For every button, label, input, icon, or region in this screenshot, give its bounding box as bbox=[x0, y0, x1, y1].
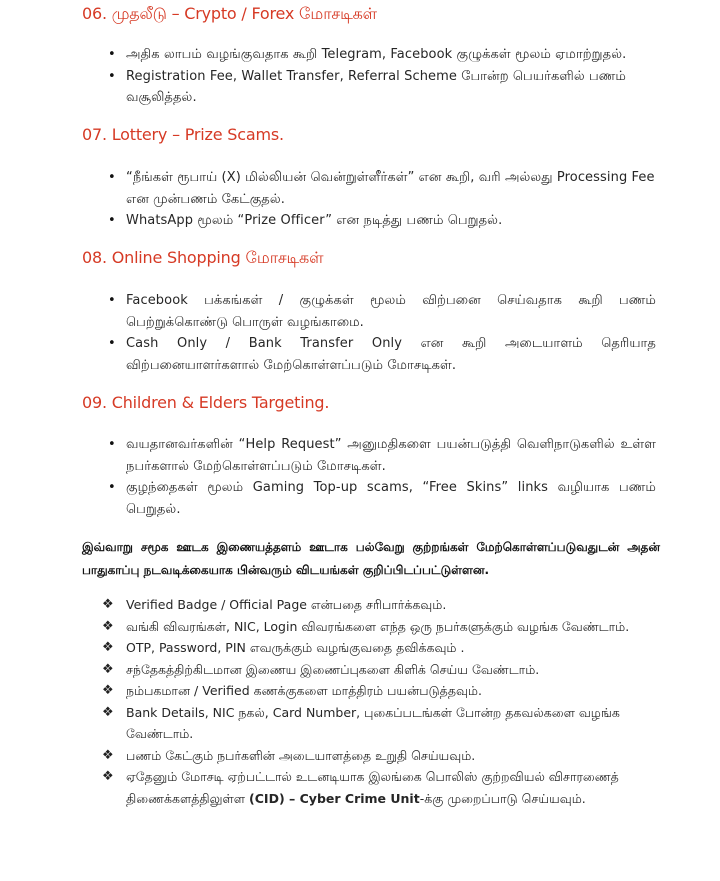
bullet-dot-icon: • bbox=[108, 47, 116, 62]
list-item-text: குழந்தைகள் மூலம் Gaming Top-up scams, “Free Skins” links வழியாக பணம் பெறுதல். bbox=[126, 480, 656, 517]
diamond-bullet-icon: ❖ bbox=[102, 683, 114, 698]
cid-unit-label: (CID) – Cyber Crime Unit bbox=[249, 790, 420, 806]
tip-text bbox=[126, 766, 658, 809]
tip-item bbox=[0, 745, 658, 767]
tip-text: சந்தேகத்திற்கிடமான இணைய இணைப்புகளை கிளிக் செய்ய வேண்டாம். bbox=[126, 661, 540, 677]
section-07-list bbox=[0, 167, 656, 232]
section-09-list bbox=[0, 434, 656, 520]
section-08-list bbox=[0, 290, 656, 376]
bullet-dot-icon: • bbox=[108, 170, 116, 185]
list-item bbox=[0, 290, 656, 333]
section-09-heading: 09. Children & Elders Targeting. bbox=[82, 393, 330, 412]
section-06-list bbox=[0, 44, 656, 109]
tip-text: Bank Details, NIC நகல், Card Number, புகைப்படங்கள் போன்ற தகவல்களை வழங்க வேண்டாம். bbox=[126, 704, 620, 741]
diamond-bullet-icon: ❖ bbox=[102, 597, 114, 612]
tip-text: Verified Badge / Official Page என்பதை சரிபார்க்கவும். bbox=[126, 597, 447, 612]
summary-paragraph: இவ்வாறு சமூக ஊடக இணையத்தளம் ஊடாக பல்வேறு குற்றங்கள் மேற்கொள்ளப்படுவதுடன் அதன் பாதுகாப்பு நடவடிக்கையாக பின்வரும் விடயங்கள் குறிப்பிடப்பட்டுள்ளன. bbox=[82, 540, 660, 577]
bullet-dot-icon: • bbox=[108, 213, 116, 228]
tip-item bbox=[0, 659, 658, 681]
list-item bbox=[0, 210, 656, 232]
list-item-text: அதிக லாபம் வழங்குவதாக கூறி Telegram, Facebook குழுக்கள் மூலம் ஏமாற்றுதல். bbox=[126, 47, 627, 62]
list-item-text: Registration Fee, Wallet Transfer, Referral Scheme போன்ற பெயர்களில் பணம் வசூலித்தல். bbox=[126, 68, 626, 105]
list-item-text: WhatsApp மூலம் “Prize Officer” என நடித்து பணம் பெறுதல். bbox=[126, 213, 503, 228]
tip-text: OTP, Password, PIN எவருக்கும் வழங்குவதை தவிக்கவும் . bbox=[126, 640, 465, 655]
tip-text: பணம் கேட்கும் நபர்களின் அடையாளத்தை உறுதி செய்யவும். bbox=[126, 747, 476, 763]
diamond-bullet-icon: ❖ bbox=[102, 640, 114, 655]
tip-text-part: -க்கு முறைப்பாடு செய்யவும். bbox=[419, 790, 586, 806]
diamond-bullet-icon: ❖ bbox=[102, 618, 114, 634]
section-06-heading: 06. முதலீடு – Crypto / Forex மோசடிகள் bbox=[82, 4, 377, 23]
list-item-text: “நீங்கள் ரூபாய் (X) மில்லியன் வென்றுள்ளீர்கள்” என கூறி, வரி அல்லது Processing Fee என முன்பணம் கேட்குதல். bbox=[126, 170, 655, 207]
tip-item-last bbox=[0, 766, 658, 809]
list-item bbox=[0, 333, 656, 376]
diamond-bullet-icon: ❖ bbox=[102, 747, 114, 763]
diamond-bullet-icon: ❖ bbox=[102, 769, 114, 784]
tip-item bbox=[0, 637, 658, 659]
tip-item bbox=[0, 680, 658, 702]
bullet-dot-icon: • bbox=[108, 336, 116, 351]
diamond-bullet-icon: ❖ bbox=[102, 704, 114, 720]
bullet-dot-icon: • bbox=[108, 68, 116, 84]
section-07-heading: 07. Lottery – Prize Scams. bbox=[82, 125, 284, 144]
list-item bbox=[0, 434, 656, 477]
bullet-dot-icon: • bbox=[108, 480, 116, 495]
list-item-text: Facebook பக்கங்கள் / குழுக்கள் மூலம் விற்பனை செய்வதாக கூறி பணம் பெற்றுக்கொண்டு பொருள் வழங்காமை. bbox=[126, 293, 656, 330]
tip-text-part: ஏதேனும் மோசடி ஏற்பட்டால் உடனடியாக இலங்கை பொலிஸ் குற்றவியல் விசாரணைத் திணைக்களத்திலுள்ள bbox=[126, 769, 619, 806]
list-item bbox=[0, 167, 656, 210]
tip-item bbox=[0, 702, 658, 745]
bullet-dot-icon: • bbox=[108, 293, 116, 308]
tip-item bbox=[0, 594, 658, 616]
safety-tips-list bbox=[0, 594, 658, 809]
list-item-text: Cash Only / Bank Transfer Only என கூறி அடையாளம் தெரியாத விற்பனையாளர்களால் மேற்கொள்ளப்படும் மோசடிகள். bbox=[126, 336, 656, 373]
list-item-text: வயதானவர்களின் “Help Request” அனுமதிகளை பயன்படுத்தி வெளிநாடுகளில் உள்ள நபர்களால் மேற்கொள்ளப்படும் மோசடிகள். bbox=[126, 437, 656, 474]
tip-text: நம்பகமான / Verified கணக்குகளை மாத்திரம் பயன்படுத்தவும். bbox=[126, 683, 482, 698]
list-item bbox=[0, 66, 656, 109]
tip-item bbox=[0, 616, 658, 638]
list-item bbox=[0, 477, 656, 520]
list-item bbox=[0, 44, 656, 66]
tip-text: வங்கி விவரங்கள், NIC, Login விவரங்களை எந்த ஒரு நபர்களுக்கும் வழங்க வேண்டாம். bbox=[126, 618, 630, 634]
bullet-dot-icon: • bbox=[108, 437, 116, 452]
diamond-bullet-icon: ❖ bbox=[102, 661, 114, 677]
section-08-heading: 08. Online Shopping மோசடிகள் bbox=[82, 248, 324, 267]
